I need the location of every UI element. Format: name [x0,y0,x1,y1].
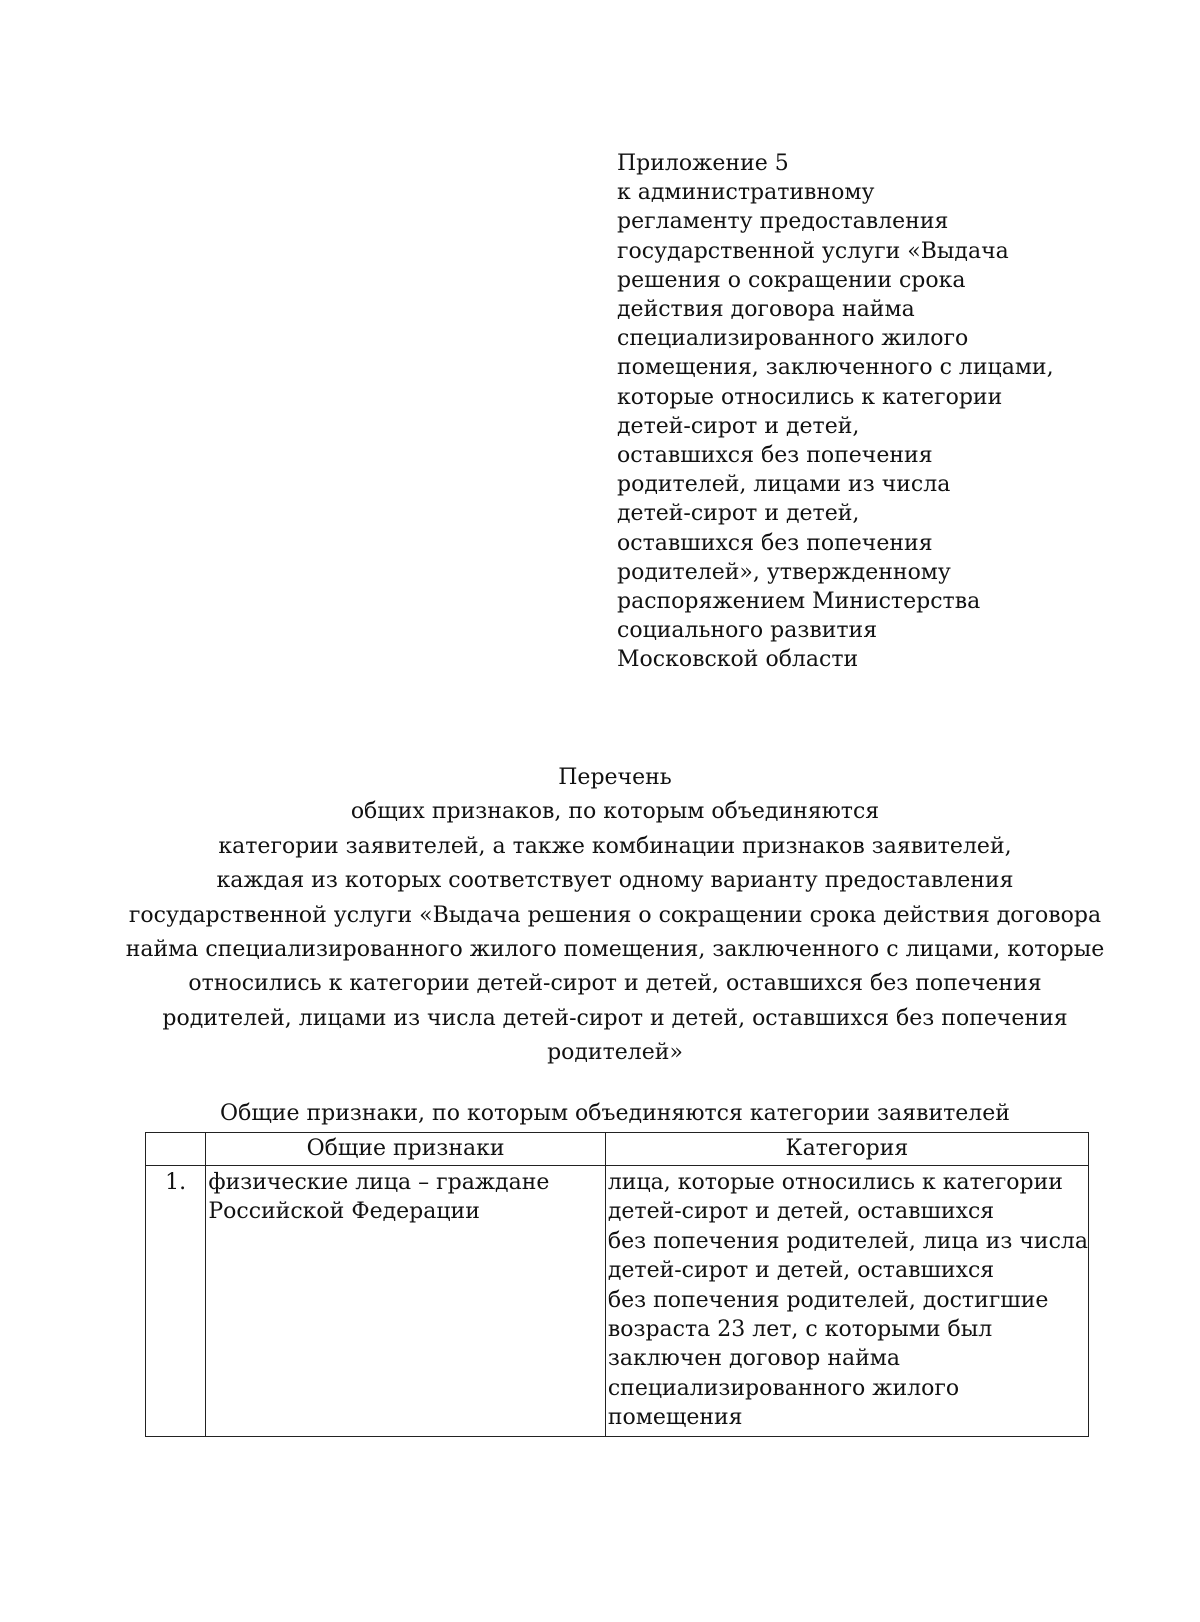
appendix-line: решения о сокращении срока [617,267,966,293]
document-title [100,761,1130,1071]
appendix-line: оставшихся без попечения [617,530,933,556]
title-line: каждая из которых соответствует одному варианту предоставления [216,868,1014,894]
row-category-cell [605,1166,1088,1437]
category-line: без попечения родителей, лица из числа [607,1228,1088,1254]
category-line: детей-сирот и детей, оставшихся [607,1258,995,1284]
title-line: родителей, лицами из числа детей-сирот и детей, оставшихся без попечения [162,1005,1068,1031]
category-line: специализированного жилого [607,1375,960,1401]
category-line: без попечения родителей, достигшие [607,1287,1049,1313]
category-line: возраста 23 лет, с которыми был [607,1317,993,1343]
title-line: родителей» [547,1040,683,1066]
category-line: помещения [607,1405,743,1431]
signs-table [145,1132,1089,1437]
appendix-line: распоряжением Министерства [617,589,981,615]
appendix-line: помещения, заключенного с лицами, [617,355,1054,381]
table-caption: Общие признаки, по которым объединяются категории заявителей [220,1101,1010,1126]
header-category: Категория [605,1133,1088,1166]
appendix-line: родителей», утвержденному [617,559,951,585]
appendix-line: которые относились к категории [617,384,1003,410]
title-line: найма специализированного жилого помещения, заключенного с лицами, которые [125,937,1105,963]
table-row [146,1166,1089,1437]
appendix-line: детей-сирот и детей, [617,501,860,527]
signs-line: физические лица – граждане [208,1170,550,1195]
appendix-line: специализированного жилого [617,326,969,352]
title-line: категории заявителей, а также комбинации признаков заявителей, [218,833,1012,859]
title-line: относились к категории детей-сирот и детей, оставшихся без попечения [188,971,1042,997]
title-line: общих признаков, по которым объединяются [350,799,880,825]
appendix-line: родителей, лицами из числа [617,472,951,498]
category-line: лица, которые относились к категории [607,1170,1063,1195]
row-number-cell [146,1166,206,1437]
appendix-line: социального развития [617,618,878,644]
appendix-line: Московской области [617,647,859,673]
appendix-line: регламенту предоставления [617,209,949,235]
title-heading: Перечень [558,765,672,790]
appendix-line: Приложение 5 [617,151,789,176]
category-line: детей-сирот и детей, оставшихся [607,1199,995,1225]
signs-line: Российской Федерации [208,1199,480,1225]
appendix-line: детей-сирот и детей, [617,413,860,439]
header-number [146,1133,206,1166]
row-signs-cell [206,1166,605,1437]
category-line: заключен договор найма [607,1346,900,1372]
header-signs: Общие признаки [206,1133,605,1166]
appendix-block [617,149,1087,675]
appendix-line: к административному [617,180,875,206]
appendix-line: оставшихся без попечения [617,443,933,469]
table-header-row [146,1133,1089,1166]
appendix-line: действия договора найма [617,297,915,323]
appendix-line: государственной услуги «Выдача [617,238,1009,264]
title-line: государственной услуги «Выдача решения о сокращении срока действия договора [128,902,1102,928]
row-number: 1. [165,1170,187,1195]
